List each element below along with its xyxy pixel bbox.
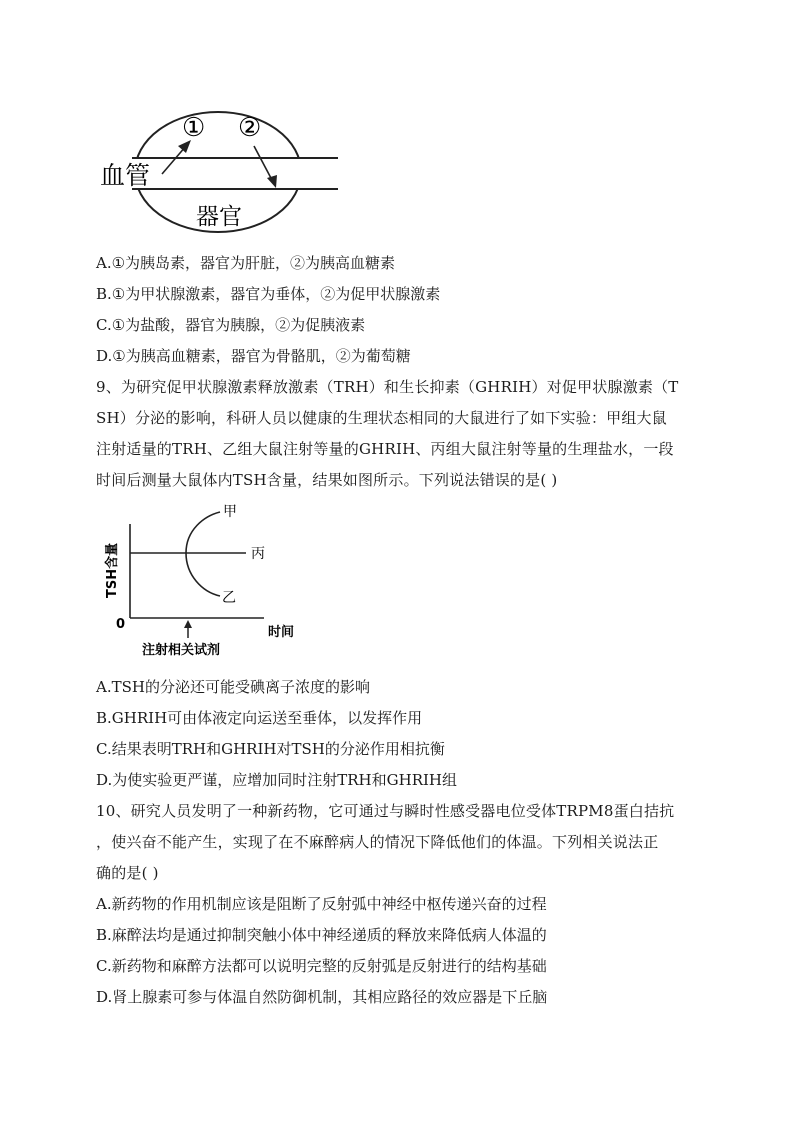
q10-stem-line-1: 10、研究人员发明了一种新药物，它可通过与瞬时性感受器电位受体TRPM8蛋白拮抗 [96, 802, 675, 820]
curve-yi-label: 乙 [222, 590, 236, 606]
x-axis-label: 时间 [268, 625, 295, 640]
q9-stem-line-1: 9、为研究促甲状腺激素释放激素（TRH）和生长抑素（GHRIH）对促甲状腺激素（T [96, 378, 679, 396]
organ-label: 器官 [196, 204, 242, 230]
curve-bing-label: 丙 [251, 546, 265, 562]
q8-option-a: A.①为胰岛素，器官为肝脏，②为胰高血糖素 [96, 254, 396, 272]
q8-option-b: B.①为甲状腺激素，器官为垂体，②为促甲状腺激素 [96, 285, 441, 303]
q10-stem-line-3: 确的是( ) [96, 864, 159, 882]
injection-label: 注射相关试剂 [142, 643, 221, 658]
vessel-label: 血管 [100, 161, 151, 190]
q10-option-b: B.麻醉法均是通过抑制突触小体中神经递质的释放来降低病人体温的 [96, 926, 547, 944]
origin-label: 0 [116, 617, 126, 632]
q9-stem-line-2: SH）分泌的影响，科研人员以健康的生理状态相同的大鼠进行了如下实验：甲组大鼠 [96, 409, 667, 427]
circle-2-label: ② [238, 113, 262, 143]
q8-option-c: C.①为盐酸，器官为胰腺，②为促胰液素 [96, 316, 366, 334]
q10-option-c: C.新药物和麻醉方法都可以说明完整的反射弧是反射进行的结构基础 [96, 957, 547, 975]
y-axis-label: TSH含量 [105, 542, 120, 598]
q9-option-b: B.GHRIH可由体液定向运送至垂体，以发挥作用 [96, 709, 423, 727]
q9-stem-line-3: 注射适量的TRH、乙组大鼠注射等量的GHRIH、丙组大鼠注射等量的生理盐水，一段 [96, 440, 674, 458]
curve-jia-label: 甲 [223, 504, 237, 520]
q9-option-c: C.结果表明TRH和GHRIH对TSH的分泌作用相抗衡 [96, 740, 445, 758]
q10-option-d: D.肾上腺素可参与体温自然防御机制，其相应路径的效应器是下丘脑 [96, 988, 548, 1006]
curve-yi-line [186, 553, 220, 596]
q10-stem-line-2: ，使兴奋不能产生，实现了在不麻醉病人的情况下降低他们的体温。下列相关说法正 [96, 833, 659, 851]
q8-option-d: D.①为胰高血糖素，器官为骨骼肌，②为葡萄糖 [96, 347, 411, 365]
curve-jia-line [186, 512, 220, 553]
q9-option-d: D.为使实验更严谨，应增加同时注射TRH和GHRIH组 [96, 771, 458, 789]
circle-1-label: ① [182, 113, 206, 143]
q10-option-a: A.新药物的作用机制应该是阻断了反射弧中神经中枢传递兴奋的过程 [96, 895, 547, 913]
injection-arrow-head [184, 620, 192, 628]
q9-stem-line-4: 时间后测量大鼠体内TSH含量，结果如图所示。下列说法错误的是( ) [96, 471, 558, 489]
vessel-organ-diagram [96, 108, 356, 238]
tsh-chart [96, 500, 316, 662]
q9-option-a: A.TSH的分泌还可能受碘离子浓度的影响 [96, 678, 370, 696]
